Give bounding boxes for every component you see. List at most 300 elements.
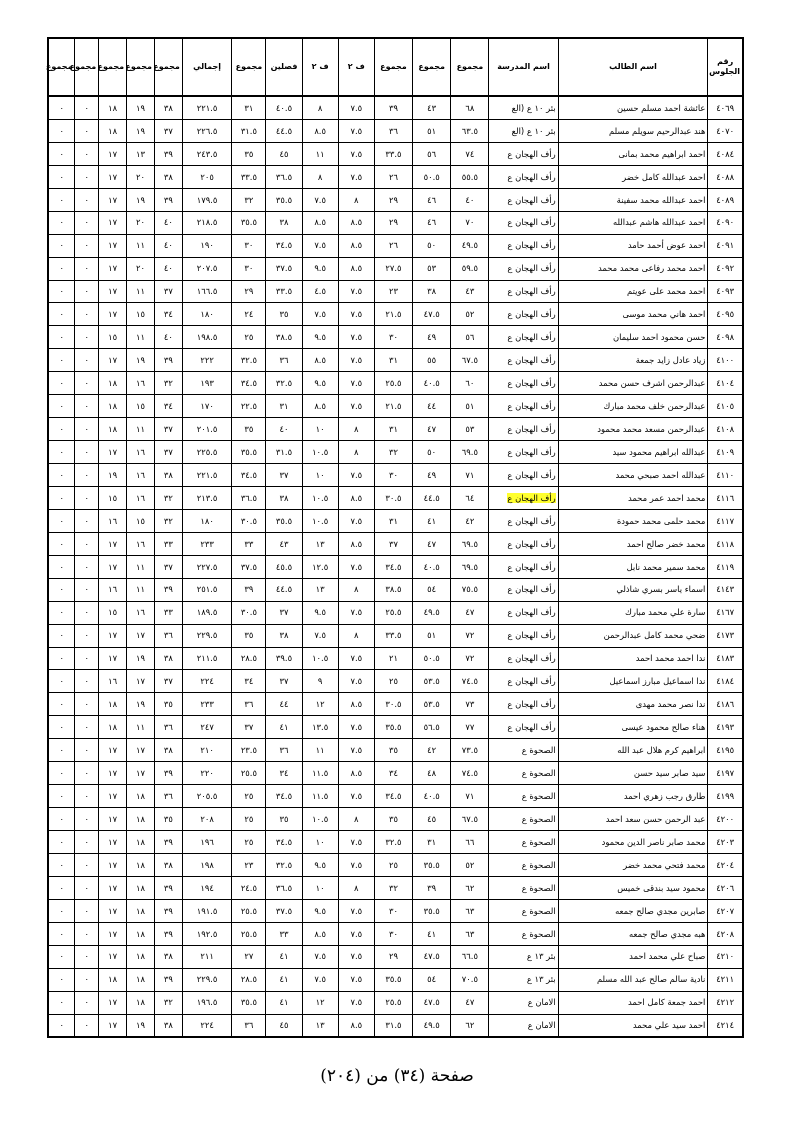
score-cell: ١٩١.٥ (182, 899, 232, 922)
score-cell: ١٧ (127, 739, 155, 762)
score-cell: ٤٥ (266, 142, 302, 165)
score-cell: ٩.٥ (302, 326, 338, 349)
score-cell: ١٦ (127, 464, 155, 487)
score-cell: ١٣ (302, 532, 338, 555)
score-cell: ٠ (48, 899, 75, 922)
score-cell: ٦٠ (451, 372, 489, 395)
score-cell: ٣٢.٥ (266, 372, 302, 395)
student-name-cell: احمد محمد رفاعى محمد محمد (558, 257, 708, 280)
table-row (48, 464, 743, 487)
school-text: رأف الهجان ع (507, 286, 556, 297)
table-row (48, 922, 743, 945)
student-name-cell: احمد محمد على عويتم (558, 280, 708, 303)
score-cell: ٣٠.٥ (374, 693, 412, 716)
score-cell: ٣٩ (154, 188, 182, 211)
table-body (48, 96, 743, 1037)
student-name-cell: سيد صابر سيد حسن (558, 762, 708, 785)
score-cell: ٧.٥ (302, 968, 338, 991)
score-cell: ٠ (48, 395, 75, 418)
score-cell: ١٨ (99, 693, 127, 716)
student-name-cell: احمد ابراهيم محمد بمانى (558, 142, 708, 165)
score-cell: ٣٢ (374, 441, 412, 464)
score-cell: ١٧ (99, 303, 127, 326)
score-cell: ١٥ (99, 326, 127, 349)
score-cell: ٤٠ (266, 418, 302, 441)
score-cell: ١٠ (302, 418, 338, 441)
table-row (48, 165, 743, 188)
score-cell: ٢١١ (182, 945, 232, 968)
score-cell: ٣٥.٥ (232, 211, 266, 234)
student-name-cell: حسن محمود احمد سليمان (558, 326, 708, 349)
school-name-cell (489, 372, 558, 395)
score-cell: ١٨ (99, 418, 127, 441)
score-cell: ٠ (75, 876, 99, 899)
score-cell: ٢٥ (374, 853, 412, 876)
score-cell: ٠ (75, 945, 99, 968)
score-cell: ٢٢٢ (182, 349, 232, 372)
score-cell: ٧.٥ (338, 142, 374, 165)
table-row (48, 372, 743, 395)
score-cell: ٢١.٥ (374, 303, 412, 326)
score-cell: ١٠ (302, 464, 338, 487)
table-row (48, 716, 743, 739)
student-name-cell: عائشة احمد مسلم حسين (558, 96, 708, 119)
score-cell: ٢٢٦.٥ (182, 119, 232, 142)
score-cell: ٣٠.٥ (232, 601, 266, 624)
school-name-cell (489, 693, 558, 716)
score-cell: ٢٤.٥ (232, 876, 266, 899)
table-row (48, 739, 743, 762)
score-cell: ٠ (75, 349, 99, 372)
seat-number-cell: ٤١٦٧ (708, 601, 743, 624)
score-cell: ٢٠ (127, 257, 155, 280)
score-cell: ٢٠٥ (182, 165, 232, 188)
score-cell: ١٨ (99, 716, 127, 739)
score-cell: ٢٣ (232, 853, 266, 876)
score-cell: ٦٦ (451, 831, 489, 854)
score-cell: ٠ (48, 418, 75, 441)
seat-number-cell: ٤٠٨٩ (708, 188, 743, 211)
score-cell: ٣١ (413, 831, 451, 854)
score-cell: ١٨٩.٥ (182, 601, 232, 624)
student-name-cell: محمد حلمى محمد حمودة (558, 509, 708, 532)
score-cell: ٣٥.٥ (266, 509, 302, 532)
score-cell: ٣١.٥ (232, 119, 266, 142)
header-column: فصلين (266, 38, 302, 96)
score-cell: ١٠ (302, 876, 338, 899)
score-cell: ٠ (48, 945, 75, 968)
score-cell: ١٧ (99, 762, 127, 785)
score-cell: ٥٦ (451, 326, 489, 349)
seat-number-cell: ٤١١٦ (708, 486, 743, 509)
score-cell: ٣٥ (232, 418, 266, 441)
student-name-cell: محمد فتحي محمد خضر (558, 853, 708, 876)
score-cell: ٤٧.٥ (413, 991, 451, 1014)
score-cell: ٧٢ (451, 647, 489, 670)
seat-number-cell: ٤١٩٥ (708, 739, 743, 762)
score-cell: ٣٨ (266, 211, 302, 234)
score-cell: ١٧ (99, 831, 127, 854)
score-cell: ١٦ (99, 509, 127, 532)
school-text: الصحوة ع (521, 790, 556, 801)
score-cell: ٧.٥ (338, 119, 374, 142)
school-name-cell (489, 922, 558, 945)
score-cell: ٠ (75, 808, 99, 831)
score-cell: ٤١ (266, 945, 302, 968)
score-cell: ٥٤ (413, 968, 451, 991)
score-cell: ٠ (75, 142, 99, 165)
score-cell: ٨.٥ (302, 349, 338, 372)
student-name-cell: احمد هاني محمد موسى (558, 303, 708, 326)
school-text: رأف الهجان ع (507, 148, 556, 159)
school-text: رأف الهجان ع (507, 400, 556, 411)
score-cell: ٠ (48, 670, 75, 693)
score-cell: ٠ (48, 624, 75, 647)
score-cell: ٠ (75, 464, 99, 487)
highlighted-school-text: رأف الهجان ع (507, 492, 556, 503)
score-cell: ٣٧ (154, 670, 182, 693)
score-cell: ٧.٥ (338, 922, 374, 945)
score-cell: ٨.٥ (338, 234, 374, 257)
student-name-cell: عبدالله احمد صبحي محمد (558, 464, 708, 487)
student-name-cell: محمد احمد عمر محمد (558, 486, 708, 509)
table-row (48, 142, 743, 165)
score-cell: ٢٢٤ (182, 670, 232, 693)
score-cell: ٧٠ (451, 211, 489, 234)
score-cell: ٦٨ (451, 96, 489, 119)
score-cell: ١٣ (302, 1014, 338, 1037)
score-cell: ١١ (302, 142, 338, 165)
score-cell: ٢٩ (374, 945, 412, 968)
score-cell: ٣٧ (232, 716, 266, 739)
score-cell: ١٧ (99, 922, 127, 945)
score-cell: ٠ (48, 532, 75, 555)
score-cell: ١٨ (99, 119, 127, 142)
score-cell: ١١ (127, 280, 155, 303)
score-cell: ١٧ (99, 899, 127, 922)
score-cell: ١٧ (99, 165, 127, 188)
student-name-cell: محمد سمير محمد نابل (558, 555, 708, 578)
score-cell: ١٧ (99, 647, 127, 670)
score-cell: ٣٦ (154, 624, 182, 647)
score-cell: ٠ (48, 280, 75, 303)
header-seat-number: رقم الجلوس (708, 38, 743, 96)
score-cell: ٤٦ (413, 211, 451, 234)
score-cell: ٢٣٣ (182, 532, 232, 555)
score-cell: ١٨٠ (182, 509, 232, 532)
score-cell: ٠ (48, 509, 75, 532)
score-cell: ٦٣ (451, 922, 489, 945)
score-cell: ٣٧.٥ (266, 899, 302, 922)
score-cell: ٠ (75, 899, 99, 922)
seat-number-cell: ٤١١٠ (708, 464, 743, 487)
school-name-cell (489, 968, 558, 991)
score-cell: ١٧ (99, 876, 127, 899)
table-row (48, 853, 743, 876)
score-cell: ٦٤ (451, 486, 489, 509)
table-row (48, 578, 743, 601)
score-cell: ٥٣ (413, 257, 451, 280)
school-name-cell (489, 876, 558, 899)
score-cell: ١٨ (127, 991, 155, 1014)
score-cell: ٠ (75, 165, 99, 188)
score-cell: ٨ (302, 165, 338, 188)
student-name-cell: ندا اسماعيل مبارز اسماعيل (558, 670, 708, 693)
score-cell: ٢٥ (374, 670, 412, 693)
table-row (48, 899, 743, 922)
score-cell: ٧.٥ (338, 647, 374, 670)
score-cell: ٠ (48, 1014, 75, 1037)
score-cell: ٣٢ (154, 509, 182, 532)
score-cell: ٣٨ (154, 1014, 182, 1037)
score-cell: ١٨ (99, 96, 127, 119)
score-cell: ٠ (48, 922, 75, 945)
score-cell: ٠ (48, 762, 75, 785)
score-cell: ٠ (75, 739, 99, 762)
score-cell: ١٨ (127, 899, 155, 922)
score-cell: ٣٣ (154, 532, 182, 555)
school-name-cell (489, 716, 558, 739)
score-cell: ٠ (75, 647, 99, 670)
score-cell: ١١ (127, 326, 155, 349)
score-cell: ٥٣.٥ (413, 693, 451, 716)
school-text: رأف الهجان ع (507, 309, 556, 320)
score-cell: ٣٨ (154, 739, 182, 762)
score-cell: ٢٠٨ (182, 808, 232, 831)
score-cell: ١٠.٥ (302, 808, 338, 831)
score-cell: ٤٧.٥ (413, 303, 451, 326)
score-cell: ٠ (75, 555, 99, 578)
score-cell: ٢٨.٥ (232, 968, 266, 991)
seat-number-cell: ٤١٧٣ (708, 624, 743, 647)
score-cell: ٤٧ (451, 991, 489, 1014)
school-name-cell (489, 188, 558, 211)
score-cell: ٧١ (451, 785, 489, 808)
school-name-cell (489, 670, 558, 693)
score-cell: ٣٠ (232, 234, 266, 257)
seat-number-cell: ٤٠٩٥ (708, 303, 743, 326)
student-name-cell: ابراهيم كرم هلال عبد الله (558, 739, 708, 762)
score-cell: ٣٧ (266, 464, 302, 487)
score-cell: ٠ (48, 808, 75, 831)
school-text: رأف الهجان ع (507, 332, 556, 343)
seat-number-cell: ٤٠٨٨ (708, 165, 743, 188)
score-cell: ١٧ (99, 1014, 127, 1037)
score-cell: ٧.٥ (302, 188, 338, 211)
student-name-cell: عبدالله ابراهيم محمود سيد (558, 441, 708, 464)
score-cell: ٧١ (451, 464, 489, 487)
score-cell: ٨ (338, 418, 374, 441)
score-cell: ٣٠ (374, 464, 412, 487)
school-text: رأف الهجان ع (507, 355, 556, 366)
school-name-cell (489, 808, 558, 831)
score-cell: ٠ (75, 578, 99, 601)
score-cell: ٣٥ (374, 739, 412, 762)
score-cell: ٤٥.٥ (266, 555, 302, 578)
school-text: رأف الهجان ع (507, 607, 556, 618)
score-cell: ٣٥.٥ (232, 991, 266, 1014)
score-cell: ٣٥.٥ (374, 716, 412, 739)
score-cell: ٢٣٣ (182, 693, 232, 716)
table-header (45, 38, 743, 96)
student-name-cell: احمد عبدالله هاشم عبدالله (558, 211, 708, 234)
school-name-cell (489, 119, 558, 142)
score-cell: ٢١٣.٥ (182, 486, 232, 509)
score-cell: ٤٤.٥ (266, 119, 302, 142)
score-cell: ٥٥ (413, 349, 451, 372)
school-text: الصحوة ع (521, 745, 556, 756)
score-cell: ٣٥.٥ (413, 899, 451, 922)
score-cell: ٤٠ (451, 188, 489, 211)
table-row (48, 280, 743, 303)
score-cell: ٠ (75, 601, 99, 624)
seat-number-cell: ٤١١٨ (708, 532, 743, 555)
score-cell: ٠ (48, 486, 75, 509)
score-cell: ٢٢٩.٥ (182, 968, 232, 991)
score-cell: ٦٣.٥ (451, 119, 489, 142)
score-cell: ٣٤.٥ (374, 785, 412, 808)
score-cell: ٧٠.٥ (451, 968, 489, 991)
score-cell: ٤٠.٥ (413, 555, 451, 578)
score-cell: ٧.٥ (338, 785, 374, 808)
school-name-cell (489, 441, 558, 464)
score-cell: ١٧ (99, 555, 127, 578)
score-cell: ١٥ (99, 601, 127, 624)
score-cell: ١٧ (127, 762, 155, 785)
header-column: إجمالي (182, 38, 232, 96)
school-name-cell (489, 464, 558, 487)
school-text: بئر ١٠ ع (الع (511, 102, 556, 113)
score-cell: ٣٠ (374, 326, 412, 349)
score-cell: ١٨ (127, 968, 155, 991)
score-cell: ٣٠ (374, 922, 412, 945)
score-cell: ٧.٥ (302, 945, 338, 968)
score-cell: ٣٨ (413, 280, 451, 303)
score-cell: ٢٣.٥ (232, 739, 266, 762)
score-cell: ٤٩ (413, 464, 451, 487)
school-text: بئر ١٣ ع (526, 951, 556, 962)
seat-number-cell: ٤١٠٩ (708, 441, 743, 464)
score-cell: ١١ (127, 578, 155, 601)
score-cell: ٠ (75, 853, 99, 876)
score-cell: ١١.٥ (302, 762, 338, 785)
table-row (48, 876, 743, 899)
header-column: مجموع (374, 38, 412, 96)
table-row (48, 693, 743, 716)
score-cell: ٤٣ (266, 532, 302, 555)
table-row (48, 257, 743, 280)
score-cell: ٤١ (266, 991, 302, 1014)
score-cell: ٢٠ (127, 211, 155, 234)
student-name-cell: احمد عبدالله كامل خضر (558, 165, 708, 188)
score-cell: ٠ (48, 693, 75, 716)
score-cell: ٩.٥ (302, 372, 338, 395)
score-cell: ٣١.٥ (374, 1014, 412, 1037)
score-cell: ١٦ (127, 601, 155, 624)
score-cell: ٥٥.٥ (451, 165, 489, 188)
score-cell: ٠ (75, 831, 99, 854)
score-cell: ٤.٥ (302, 280, 338, 303)
school-name-cell (489, 234, 558, 257)
school-name-cell (489, 280, 558, 303)
score-cell: ٢٢١.٥ (182, 96, 232, 119)
student-name-cell: محمد خضر صالح احمد (558, 532, 708, 555)
score-cell: ١٨ (127, 831, 155, 854)
score-cell: ٠ (75, 372, 99, 395)
score-cell: ٨ (338, 876, 374, 899)
student-name-cell: احمد جمعة كامل احمد (558, 991, 708, 1014)
score-cell: ٣٣ (154, 601, 182, 624)
student-name-cell: صباح علي محمد احمد (558, 945, 708, 968)
school-name-cell (489, 96, 558, 119)
score-cell: ١٧ (99, 349, 127, 372)
school-text: بئر ١٠ ع (الع (511, 125, 556, 136)
school-text: رأف الهجان ع (507, 515, 556, 526)
score-cell: ٠ (75, 211, 99, 234)
score-cell: ١٥ (127, 509, 155, 532)
score-cell: ١٧ (127, 624, 155, 647)
score-cell: ١٣ (302, 578, 338, 601)
score-cell: ١٨ (99, 372, 127, 395)
table-row (48, 509, 743, 532)
score-cell: ١٠.٥ (302, 486, 338, 509)
student-name-cell: ندا نصر محمد مهدى (558, 693, 708, 716)
score-cell: ١٥ (127, 303, 155, 326)
student-name-cell: احمد سيد علي محمد (558, 1014, 708, 1037)
score-cell: ١٠.٥ (302, 441, 338, 464)
score-cell: ٣٧ (374, 532, 412, 555)
score-cell: ٢٥ (232, 808, 266, 831)
score-cell: ٥٠.٥ (413, 165, 451, 188)
score-cell: ٧.٥ (338, 945, 374, 968)
school-text: رأف الهجان ع (507, 469, 556, 480)
score-cell: ١٩٣ (182, 372, 232, 395)
score-cell: ٠ (48, 188, 75, 211)
score-cell: ١٠.٥ (302, 647, 338, 670)
score-cell: ٣٦.٥ (266, 165, 302, 188)
score-cell: ٨.٥ (302, 119, 338, 142)
score-cell: ٣١ (374, 349, 412, 372)
school-text: الصحوة ع (521, 836, 556, 847)
score-cell: ٧.٥ (338, 464, 374, 487)
score-cell: ١٧ (99, 991, 127, 1014)
score-cell: ٣٥ (154, 693, 182, 716)
score-cell: ٧.٥ (338, 395, 374, 418)
score-cell: ١٩٦.٥ (182, 991, 232, 1014)
seat-number-cell: ٤١٠٥ (708, 395, 743, 418)
score-cell: ٣٧ (154, 280, 182, 303)
score-cell: ٥٠.٥ (413, 647, 451, 670)
school-name-cell (489, 578, 558, 601)
seat-number-cell: ٤١٩٣ (708, 716, 743, 739)
score-cell: ٠ (48, 119, 75, 142)
score-cell: ٣٧ (154, 418, 182, 441)
score-cell: ٣٩ (232, 578, 266, 601)
seat-number-cell: ٤٠٩١ (708, 234, 743, 257)
score-cell: ١٦ (127, 441, 155, 464)
score-cell: ٤٩.٥ (413, 1014, 451, 1037)
score-cell: ١٩ (127, 693, 155, 716)
score-cell: ٥٠ (413, 441, 451, 464)
score-cell: ٨ (338, 441, 374, 464)
score-cell: ١٨ (127, 945, 155, 968)
score-cell: ٢٥ (232, 831, 266, 854)
score-cell: ٨.٥ (338, 486, 374, 509)
score-cell: ٢٢٤ (182, 1014, 232, 1037)
score-cell: ٢٢٥.٥ (182, 441, 232, 464)
score-cell: ٣٩.٥ (266, 647, 302, 670)
school-text: رأف الهجان ع (507, 171, 556, 182)
